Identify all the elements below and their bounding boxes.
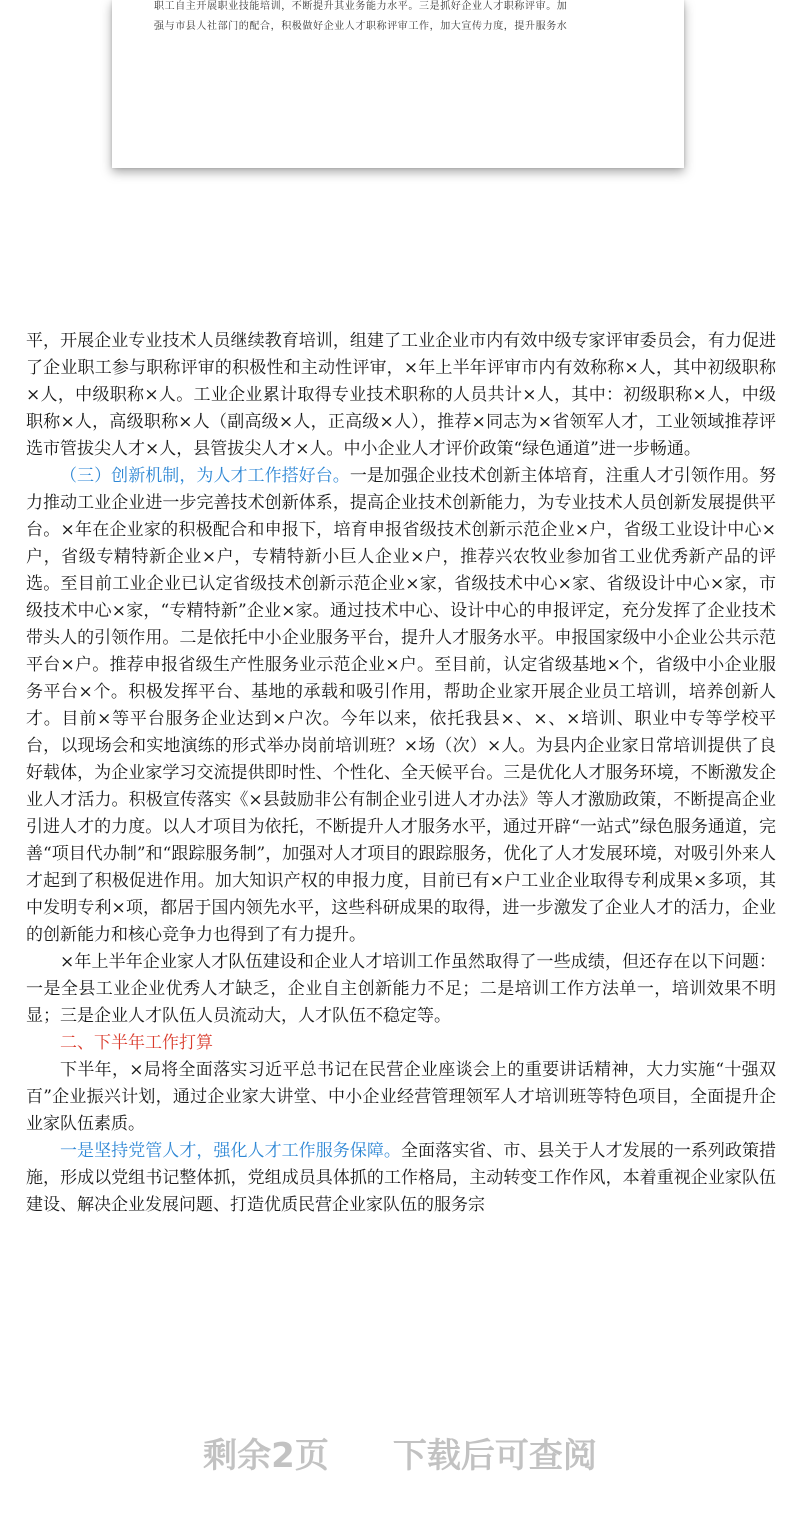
paragraph-party-talent-text: 全面落实省、市、县关于人才发展的一系列政策措施，形成以党组书记整体抓，党组成员具体抓的工作格局，主动转变工作作风，本着重视企业家队伍建设、解决企业发展问题、打造优质民营企业家队伍的服务宗 <box>26 1141 777 1215</box>
section-heading-party-talent: 一是坚持党管人才，强化人才工作服务保障。 <box>60 1141 401 1161</box>
preview-line-2: 强与市县人社部门的配合，积极做好企业人才职称评审工作，加大宣传力度，提升服务水 <box>154 21 568 32</box>
paragraph-title-evaluation: 平，开展企业专业技术人员继续教育培训，组建了工业企业市内有效中级专家评审委员会，有力促进了企业职工参与职称评审的积极性和主动性评审，×年上半年评审市内有效称称×人，其中初级职称×人，中级职称×人。工业企业累计取得专业技术职称的人员共计×人，其中：初级职称×人，中级职称×人，高级职称×人（副高级×人，正高级×人），推荐×同志为×省领军人才，工业领域推荐评选市管拔尖人才×人，县管拔尖人才×人。中小企业人才评价政策“绿色通道”进一步畅通。 <box>26 331 776 459</box>
paragraph-innovation <box>26 463 776 949</box>
section-heading-innovation: （三）创新机制，为人才工作搭好台。 <box>60 466 350 486</box>
remaining-pages-label[interactable]: 剩余2页 <box>203 1436 329 1476</box>
download-prompt[interactable] <box>0 1400 800 1500</box>
download-to-read-label[interactable]: 下载后可查阅 <box>392 1436 597 1476</box>
section-title-plan: 二、下半年工作打算 <box>60 1033 213 1053</box>
preview-page-card <box>112 0 684 168</box>
document-body <box>26 328 776 1219</box>
preview-line-1: 职工自主开展职业技能培训，不断提升其业务能力水平。三是抓好企业人才职称评审。加 <box>154 1 568 12</box>
paragraph-innovation-text: 一是加强企业技术创新主体培育，注重人才引领作用。努力推动工业企业进一步完善技术创新体系，提高企业技术创新能力，为专业技术人员创新发展提供平台。×年在企业家的积极配合和申报下，培育申报省级技术创新示范企业×户，省级工业设计中心×户，省级专精特新企业×户，专精特新小巨人企业×户，推荐兴农牧业参加省工业优秀新产品的评选。至目前工业企业已认定省级技术创新示范企业×家，省级技术中心×家、省级设计中心×家，市级技术中心×家，“专精特新”企业×家。通过技术中心、设计中心的申报评定，充分发挥了企业技术带头人的引领作用。二是依托中小企业服务平台，提升人才服务水平。申报国家级中小企业公共示范平台×户。推荐申报省级生产性服务业示范企业×户。至目前，认定省级基地×个，省级中小企业服务平台×个。积极发挥平台、基地的承载和吸引作用，帮助企业家开展企业员工培训，培养创新人才。目前×等平台服务企业达到×户次。今年以来，依托我县×、×、×培训、职业中专等学校平台，以现场会和实地演练的形式举办岗前培训班？×场（次）×人。为县内企业家日常培训提供了良好载体，为企业家学习交流提供即时性、个性化、全天候平台。三是优化人才服务环境，不断激发企业人才活力。积极宣传落实《×县鼓励非公有制企业引进人才办法》等人才激励政策，不断提高企业引进人才的力度。以人才项目为依托，不断提升人才服务水平，通过开辟“一站式”绿色服务通道，完善“项目代办制”和“跟踪服务制”，加强对人才项目的跟踪服务，优化了人才发展环境，对吸引外来人才起到了积极促进作用。加大知识产权的申报力度，目前已有×户工业企业取得专利成果×多项，其中发明专利×项，都居于国内领先水平，这些科研成果的取得，进一步激发了企业人才的活力，企业的创新能力和核心竞争力也得到了有力提升。 <box>26 466 777 945</box>
paragraph-party-talent <box>26 1138 776 1219</box>
paragraph-plan-intro: 下半年，×局将全面落实习近平总书记在民营企业座谈会上的重要讲话精神，大力实施“十强双百”企业振兴计划，通过企业家大讲堂、中小企业经营管理领军人才培训班等特色项目，全面提升企业家队伍素质。 <box>26 1060 776 1134</box>
paragraph-problems: ×年上半年企业家人才队伍建设和企业人才培训工作虽然取得了一些成绩，但还存在以下问题：一是全县工业企业优秀人才缺乏，企业自主创新能力不足；二是培训工作方法单一，培训效果不明显；三是企业人才队伍人员流动大，人才队伍不稳定等。 <box>26 952 776 1026</box>
